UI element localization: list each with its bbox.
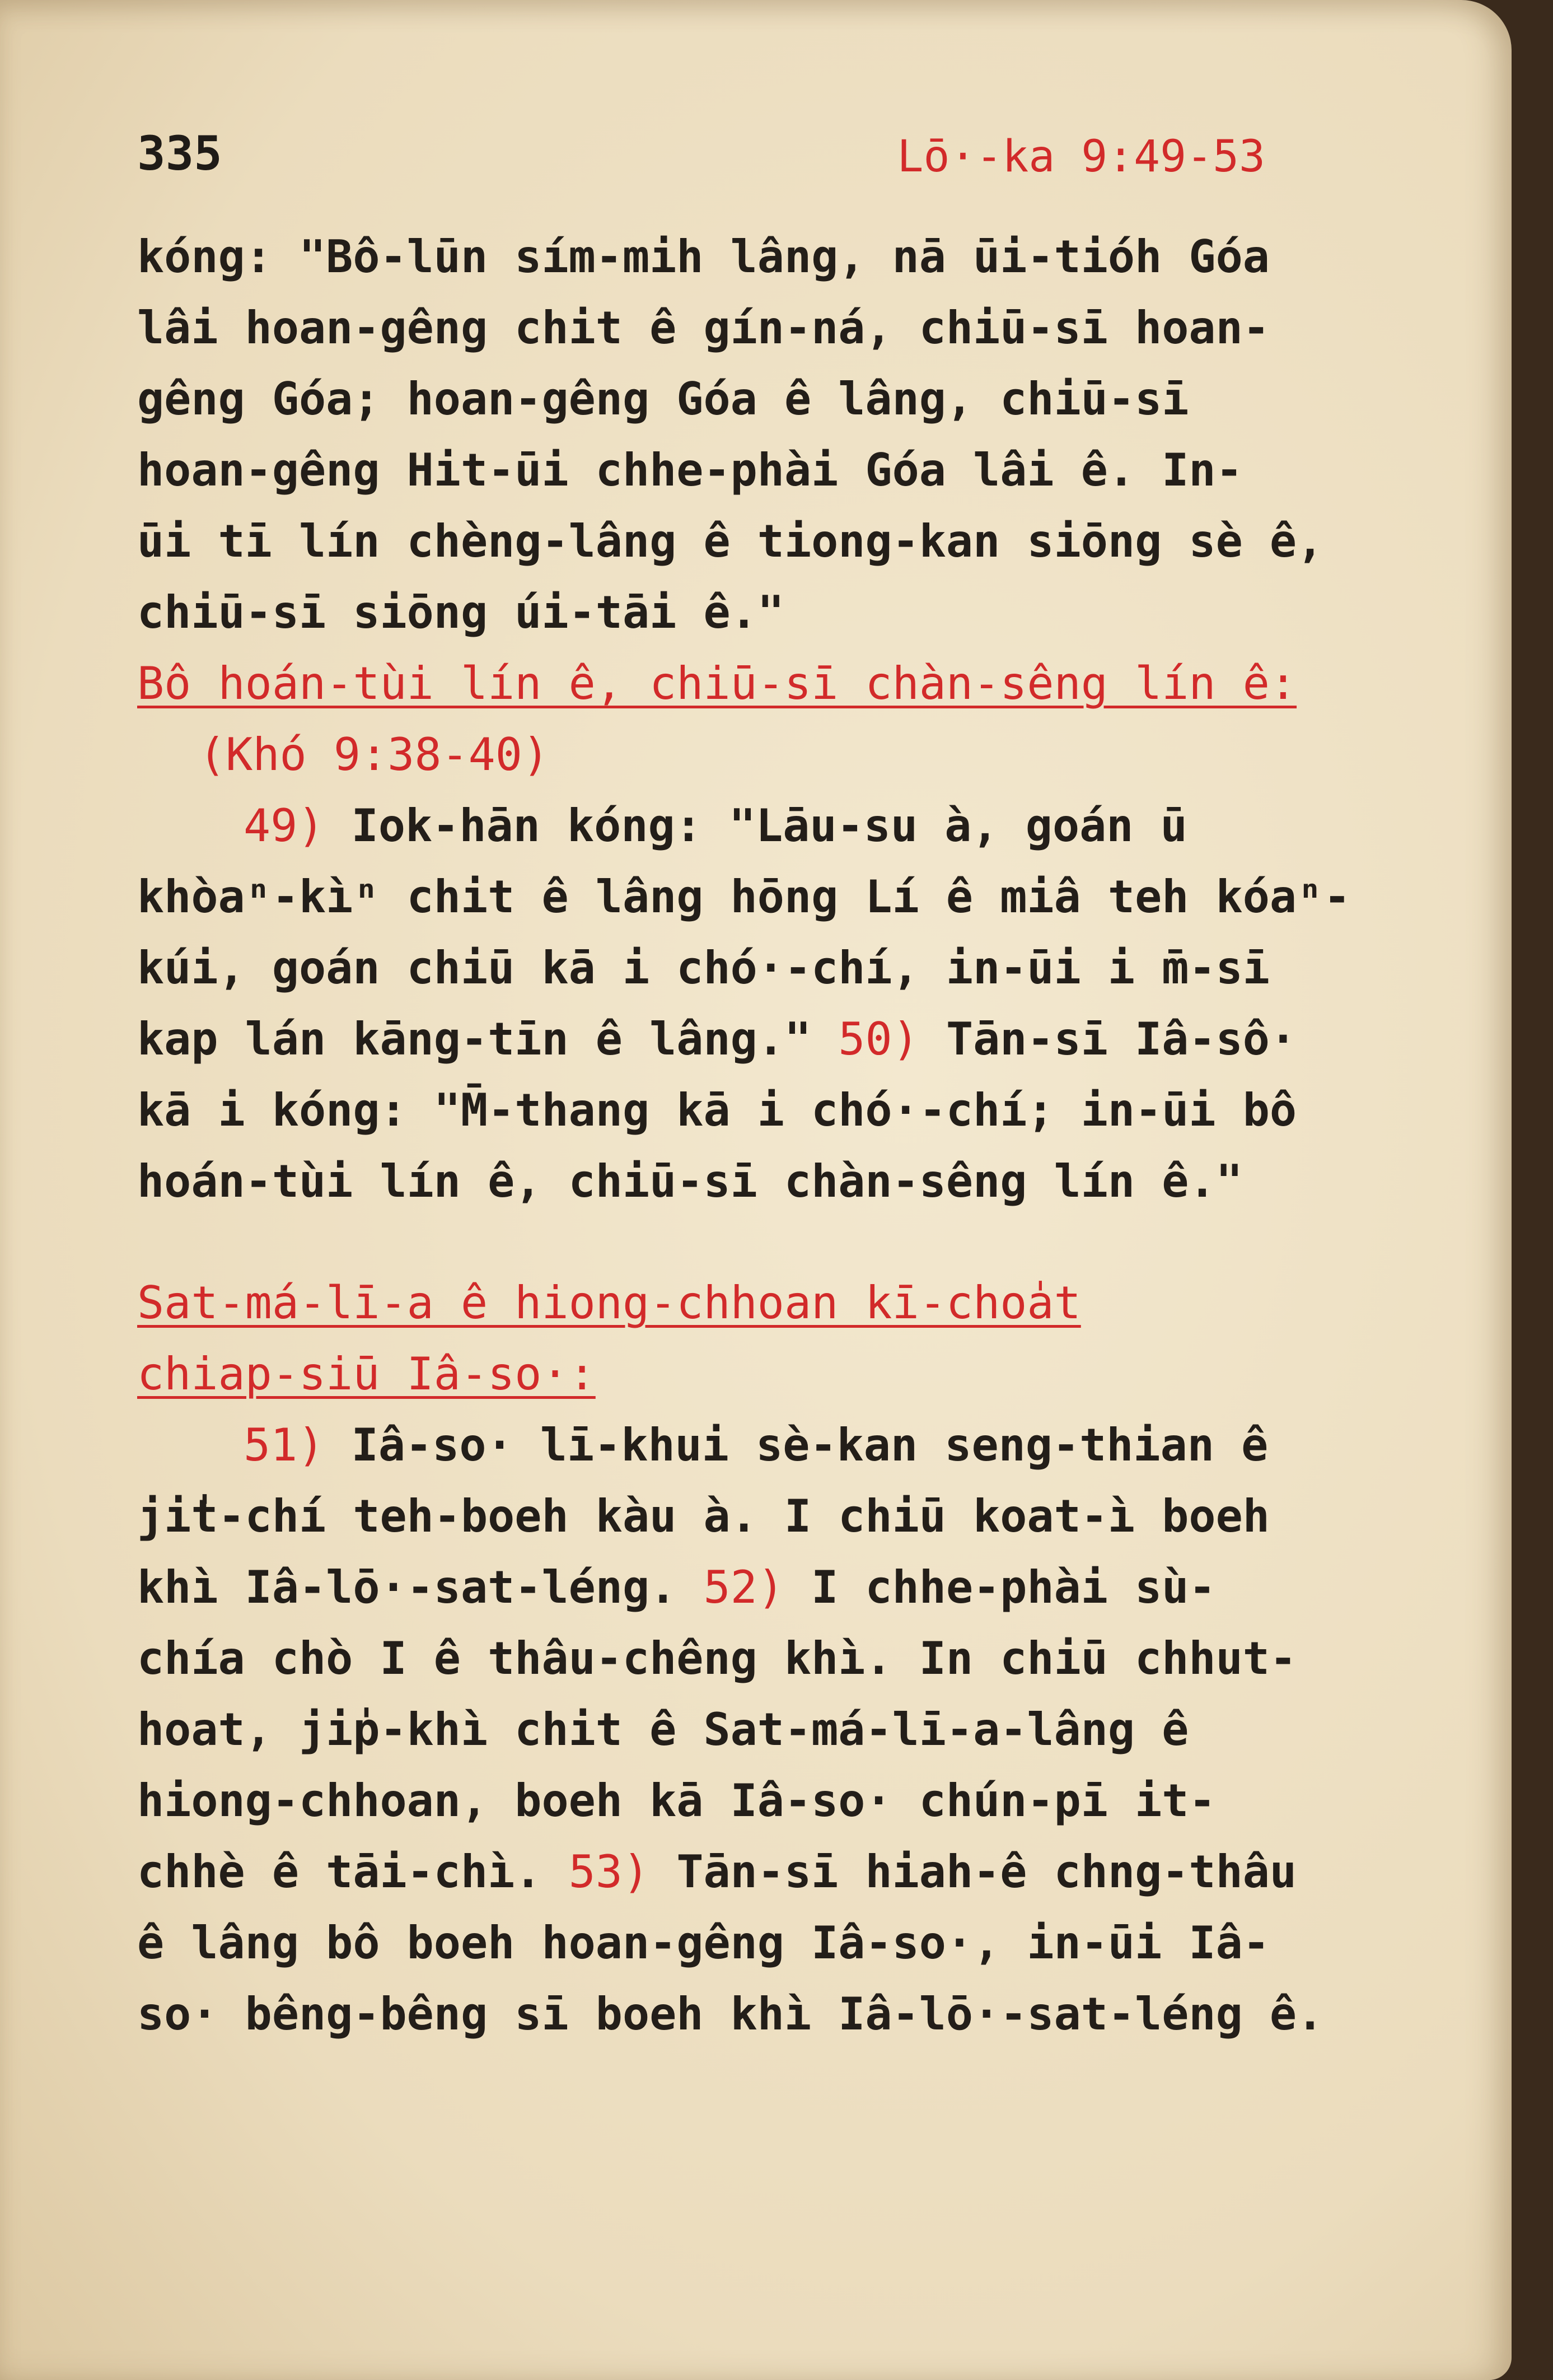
- verse-paragraph: [137, 790, 1391, 1217]
- text-line: ūi tī lín chèng-lâng ê tiong-kan siōng sè ê,: [137, 515, 1324, 567]
- page-number: 335: [137, 126, 222, 181]
- text-line: hoan-gêng Hit-ūi chhe-phài Góa lâi ê. In-: [137, 444, 1243, 496]
- verse-text: khì Iâ-lō·-sat-léng.: [137, 1561, 677, 1613]
- text-line: hoán-tùi lín ê, chiū-sī chàn-sêng lín ê.": [137, 1155, 1243, 1207]
- intro-paragraph: [137, 221, 1391, 648]
- verse-number: 50): [838, 1013, 919, 1065]
- verse-number: 51): [244, 1419, 325, 1471]
- text-line: kúi, goán chiū kā i chó·-chí, in-ūi i m̄-sī: [137, 942, 1270, 994]
- verse-text: I chhe-phài sù-: [811, 1561, 1216, 1613]
- text-line: [137, 1836, 1391, 1907]
- text-line: so· bêng-bêng sī boeh khì Iâ-lō·-sat-léng ê.: [137, 1988, 1324, 2040]
- text-line: ê lâng bô boeh hoan-gêng Iâ-so·, in-ūi Iâ-: [137, 1917, 1270, 1969]
- running-head: Lō·-ka 9:49-53: [897, 132, 1265, 182]
- page-body: [137, 221, 1391, 2050]
- text-line: [137, 1552, 1391, 1623]
- verse-paragraph: [137, 1410, 1391, 2050]
- text-line: hoat, ji̍p-khì chit ê Sat-má-lī-a-lâng ê: [137, 1704, 1189, 1756]
- text-line: [137, 1004, 1391, 1075]
- verse-number: 52): [703, 1561, 784, 1613]
- text-line: kā i kóng: "M̄-thang kā i chó·-chí; in-ūi bô: [137, 1084, 1297, 1136]
- text-line: gêng Góa; hoan-gêng Góa ê lâng, chiū-sī: [137, 373, 1189, 425]
- verse-text: Iâ-so· lī-khui sè-kan seng-thian ê: [351, 1419, 1269, 1471]
- verse-text: Tān-sī hiah-ê chng-thâu: [676, 1846, 1297, 1898]
- verse-text: chhè ê tāi-chì.: [137, 1846, 542, 1898]
- verse-text: Tān-sī Iâ-sô·: [946, 1013, 1297, 1065]
- text-line: chiū-sī siōng úi-tāi ê.": [137, 586, 784, 638]
- text-line: [137, 1410, 1391, 1481]
- page-header: [137, 126, 1265, 193]
- text-line: chía chò I ê thâu-chêng khì. In chiū chhut-: [137, 1632, 1297, 1684]
- verse-text: kap lán kāng-tīn ê lâng.": [137, 1013, 812, 1065]
- verse-text: Iok-hān kóng: "Lāu-su à, goán ū: [351, 800, 1187, 852]
- verse-number: 49): [244, 800, 325, 852]
- text-line: kóng: "Bô-lūn sím-mih lâng, nā ūi-tióh Góa: [137, 231, 1270, 283]
- text-line: ji̍t-chí teh-boeh kàu à. I chiū koat-ì boeh: [137, 1490, 1270, 1542]
- spacer: [137, 1217, 1391, 1267]
- text-line: hiong-chhoan, boeh kā Iâ-so· chún-pī it-: [137, 1775, 1216, 1827]
- section-heading-continued: chiap-siū Iâ-so·:: [137, 1348, 596, 1400]
- verse-number: 53): [568, 1846, 650, 1898]
- section-heading: Sat-má-lī-a ê hiong-chhoan kī-choa̍t: [137, 1277, 1081, 1329]
- section-reference: (Khó 9:38-40): [199, 729, 550, 781]
- text-line: [137, 790, 1391, 861]
- text-line: khòaⁿ-kìⁿ chit ê lâng hōng Lí ê miâ teh kóaⁿ-: [137, 871, 1351, 923]
- section-heading: Bô hoán-tùi lín ê, chiū-sī chàn-sêng lín ê:: [137, 657, 1297, 710]
- text-line: lâi hoan-gêng chit ê gín-ná, chiū-sī hoan-: [137, 302, 1270, 354]
